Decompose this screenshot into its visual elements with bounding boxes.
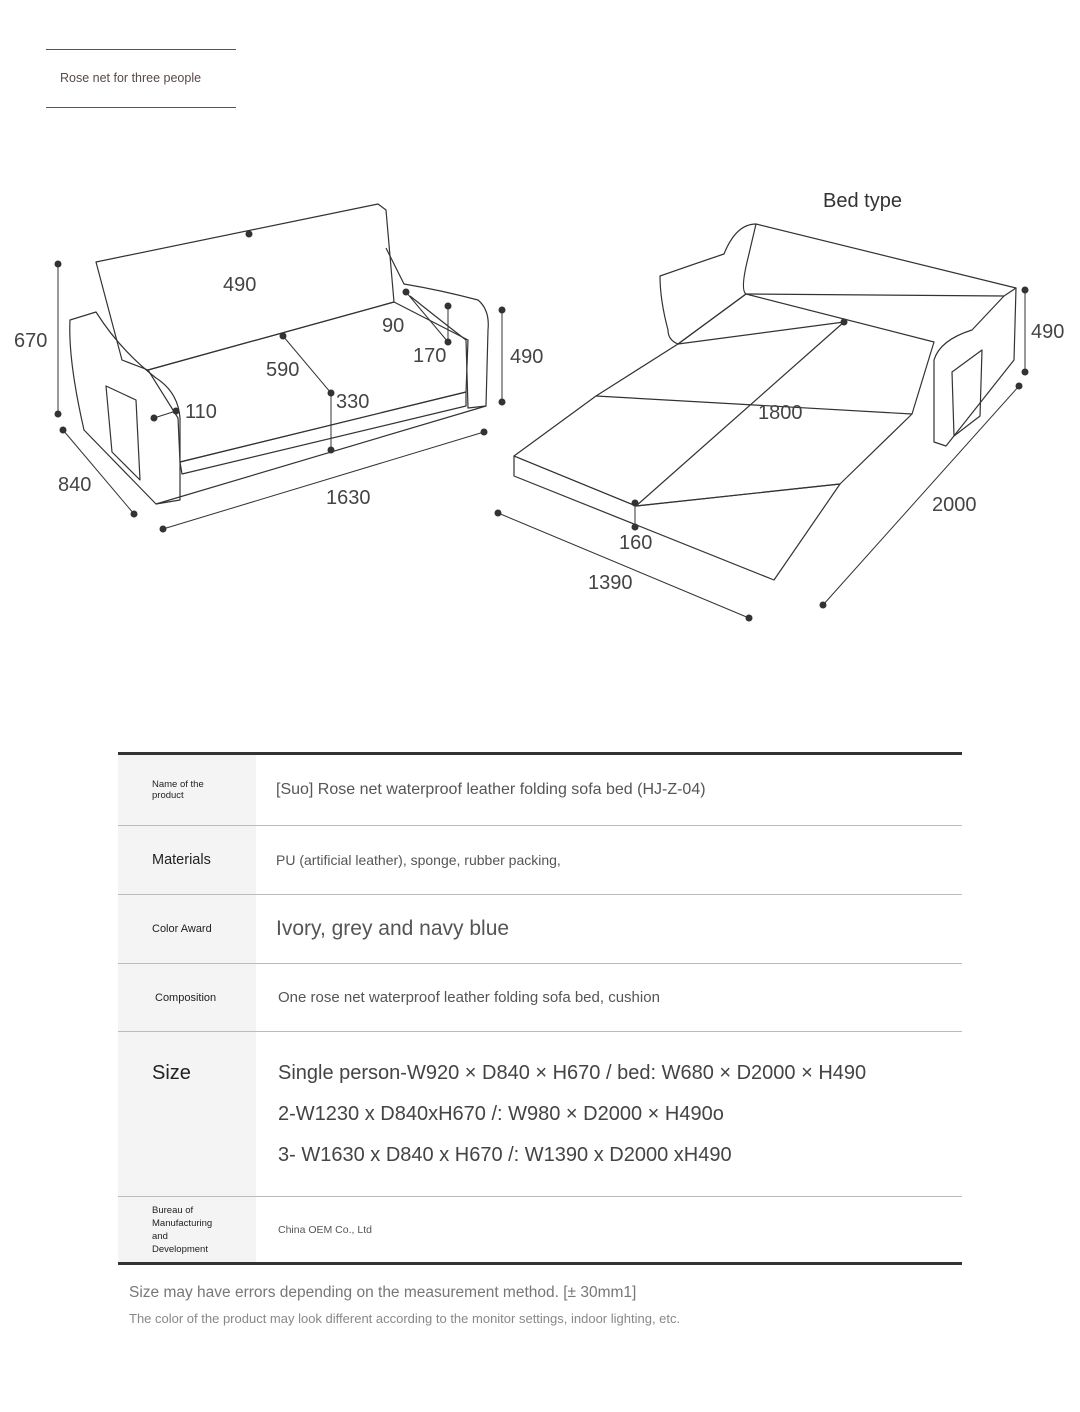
dim-side-height: 490 [510, 346, 544, 368]
spec-label-product-name: Name of the product [118, 754, 256, 826]
dim-arm-height: 170 [413, 345, 447, 367]
bed-left-arm [660, 224, 756, 344]
series-label: Rose net for three people [60, 71, 202, 85]
spec-value-color: Ivory, grey and navy blue [256, 895, 962, 964]
sofa-left-arm-inner [106, 386, 140, 480]
dim-depth: 840 [58, 474, 92, 496]
dim-back-width: 490 [223, 274, 257, 296]
spec-label-materials: Materials [118, 826, 256, 895]
size-line-single: Single person-W920 × D840 × H670 / bed: W680 × D2000 × H490 [278, 1061, 867, 1084]
error-note: Size may have errors depending on the measurement method. [± 30mm1] [129, 1284, 637, 1301]
spec-label-size: Size [118, 1032, 256, 1197]
dim-seat-height: 330 [336, 391, 370, 413]
dim-bed-width: 1800 [758, 402, 803, 424]
dim-bed-front-width: 1390 [588, 572, 633, 594]
dim-height: 670 [14, 330, 48, 352]
dim-width: 1630 [326, 487, 371, 509]
size-line-double: 2-W1230 x D840xH670 /: W980 × D2000 × H490o [278, 1102, 724, 1125]
bed-mattress-top [514, 294, 934, 506]
spec-row-manufacturer [118, 1197, 962, 1264]
dim-seat-depth: 590 [266, 359, 300, 381]
spec-label-manufacturer: Bureau of Manufacturing and Development [118, 1197, 256, 1264]
spec-table [118, 752, 962, 1265]
spec-row-color [118, 895, 962, 964]
sofa-seat-front [180, 392, 466, 474]
sofa-seat [148, 302, 468, 462]
spec-value-manufacturer: China OEM Co., Ltd [278, 1223, 372, 1236]
spec-row-size [118, 1032, 962, 1197]
color-note: The color of the product may look different according to the monitor settings, indoor lighting, etc. [129, 1311, 681, 1326]
dim-arm-depth: 90 [382, 315, 405, 337]
series-header [46, 49, 236, 108]
bed-fold-1 [596, 396, 912, 414]
spec-row-composition [118, 964, 962, 1032]
spec-label-composition: Composition [118, 964, 256, 1032]
dim-bed-length: 2000 [932, 494, 977, 516]
dim-bed-thickness: 160 [619, 532, 653, 554]
footnotes [129, 1284, 680, 1326]
spec-row-materials [118, 826, 962, 895]
dimension-drawing [0, 150, 1080, 630]
dim-bed-back-height: 490 [1031, 321, 1065, 343]
bed-fold-2 [636, 322, 844, 506]
bed-right-arm [934, 288, 1016, 446]
spec-row-product-name [118, 754, 962, 826]
dim-arm-width: 110 [185, 401, 217, 423]
spec-value-product-name: [Suo] Rose net waterproof leather folding sofa bed (HJ-Z-04) [256, 754, 962, 826]
spec-label-color: Color Award [118, 895, 256, 964]
spec-value-size [256, 1032, 962, 1197]
bed-type-label: Bed type [823, 190, 902, 212]
bed-backrest [746, 224, 1016, 296]
bed-right-arm-inner [952, 350, 982, 436]
spec-value-composition: One rose net waterproof leather folding sofa bed, cushion [256, 964, 962, 1032]
bed-mattress-front [514, 456, 840, 580]
spec-value-materials: PU (artificial leather), sponge, rubber packing, [256, 826, 962, 895]
size-line-triple: 3- W1630 x D840 x H670 /: W1390 x D2000 xH490 [278, 1143, 732, 1166]
